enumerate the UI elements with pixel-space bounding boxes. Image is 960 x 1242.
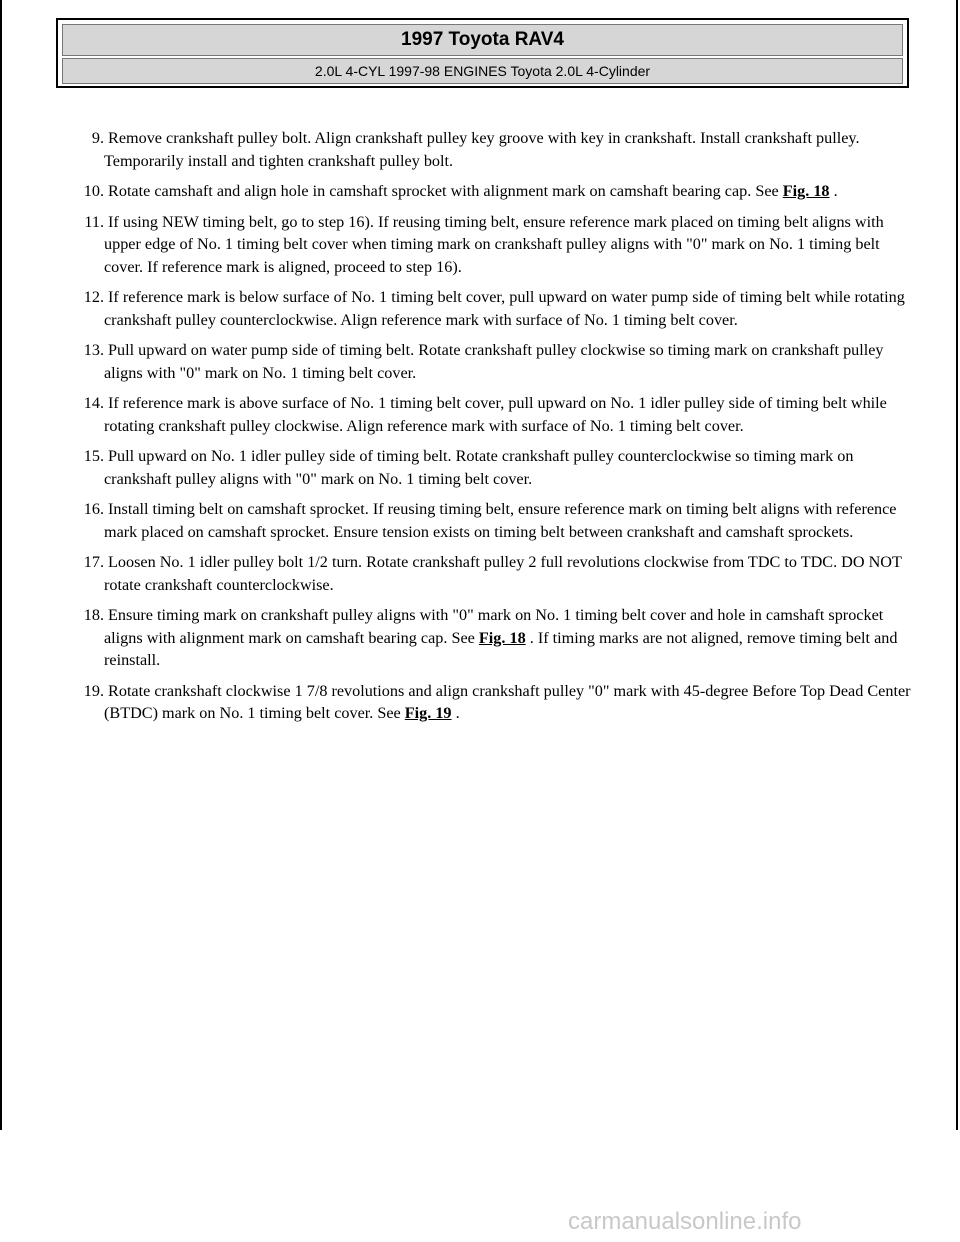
document-subtitle: 2.0L 4-CYL 1997-98 ENGINES Toyota 2.0L 4-Cylinder [62, 58, 903, 84]
step-text: Pull upward on water pump side of timing belt. Rotate crankshaft pulley clockwise so timing mark on crankshaft pulley aligns with "0" mark on No. 1 timing belt cover. [104, 341, 884, 382]
step-number: 14. [83, 394, 104, 412]
step-text: Install timing belt on camshaft sprocket. If reusing timing belt, ensure reference mark on timing belt aligns with reference mark placed on camshaft sprocket. Ensure tension exists on timing belt between crankshaft and camshaft sprockets. [104, 500, 897, 541]
step-number: 12. [83, 288, 104, 306]
step-number: 10. [83, 182, 104, 200]
step-text: If reference mark is below surface of No. 1 timing belt cover, pull upward on water pump side of timing belt while rotating crankshaft pulley counterclockwise. Align reference mark with surface of No. 1 timing belt cover. [104, 288, 905, 329]
fig-19-link[interactable]: Fig. 19 [404, 704, 452, 722]
step-17 [60, 551, 912, 596]
step-number: 13. [83, 341, 104, 359]
document-header [56, 18, 909, 88]
document-title: 1997 Toyota RAV4 [62, 24, 903, 56]
step-number: 16. [83, 500, 104, 518]
step-text: Remove crankshaft pulley bolt. Align crankshaft pulley key groove with key in crankshaft. Install crankshaft pulley. Temporarily install and tighten crankshaft pulley bolt. [104, 129, 860, 170]
step-text: If using NEW timing belt, go to step 16). If reusing timing belt, ensure reference mark placed on timing belt aligns with upper edge of No. 1 timing belt cover when timing mark on crankshaft pulley aligns with "0" mark on No. 1 timing belt cover. If reference mark is aligned, proceed to step 16). [104, 212, 884, 276]
step-9 [60, 127, 912, 172]
step-number: 11. [84, 212, 104, 231]
step-19 [60, 680, 912, 725]
step-12 [60, 286, 912, 331]
step-14 [60, 392, 912, 437]
step-number: 9. [91, 129, 104, 147]
step-number: 15. [83, 447, 104, 465]
step-text: Ensure timing mark on crankshaft pulley aligns with "0" mark on No. 1 timing belt cover and hole in camshaft sprocket aligns with alignment mark on camshaft bearing cap. See Fig. 18 . If timing marks are not aligned, remove timing belt and reinstall. [104, 606, 898, 669]
step-number: 18. [83, 606, 104, 624]
step-13 [60, 339, 912, 384]
step-16 [60, 498, 912, 543]
step-11 [60, 211, 912, 279]
step-15 [60, 445, 912, 490]
step-text: Rotate crankshaft clockwise 1 7/8 revolutions and align crankshaft pulley "0" mark with 45-degree Before Top Dead Center (BTDC) mark on No. 1 timing belt cover. See Fig. 19 . [104, 681, 911, 722]
step-number: 17. [83, 553, 104, 571]
step-text: Rotate camshaft and align hole in camshaft sprocket with alignment mark on camshaft bearing cap. See Fig. 18 . [108, 182, 838, 200]
fig-18-link[interactable]: Fig. 18 [782, 182, 830, 200]
step-text: If reference mark is above surface of No. 1 timing belt cover, pull upward on No. 1 idler pulley side of timing belt while rotating crankshaft pulley clockwise. Align reference mark with surface of No. 1 timing belt cover. [104, 394, 887, 435]
fig-18-link[interactable]: Fig. 18 [478, 628, 526, 647]
procedure-steps [60, 127, 912, 733]
step-text: Loosen No. 1 idler pulley bolt 1/2 turn. Rotate crankshaft pulley 2 full revolutions clockwise from TDC to TDC. DO NOT rotate crankshaft counterclockwise. [104, 553, 902, 594]
step-18 [60, 604, 912, 672]
step-text: Pull upward on No. 1 idler pulley side of timing belt. Rotate crankshaft pulley counterclockwise so timing mark on crankshaft pulley aligns with "0" mark on No. 1 timing belt cover. [104, 447, 854, 488]
step-10 [60, 180, 912, 203]
watermark-text: carmanualsonline.info [568, 1208, 802, 1235]
step-number: 19. [83, 681, 104, 700]
